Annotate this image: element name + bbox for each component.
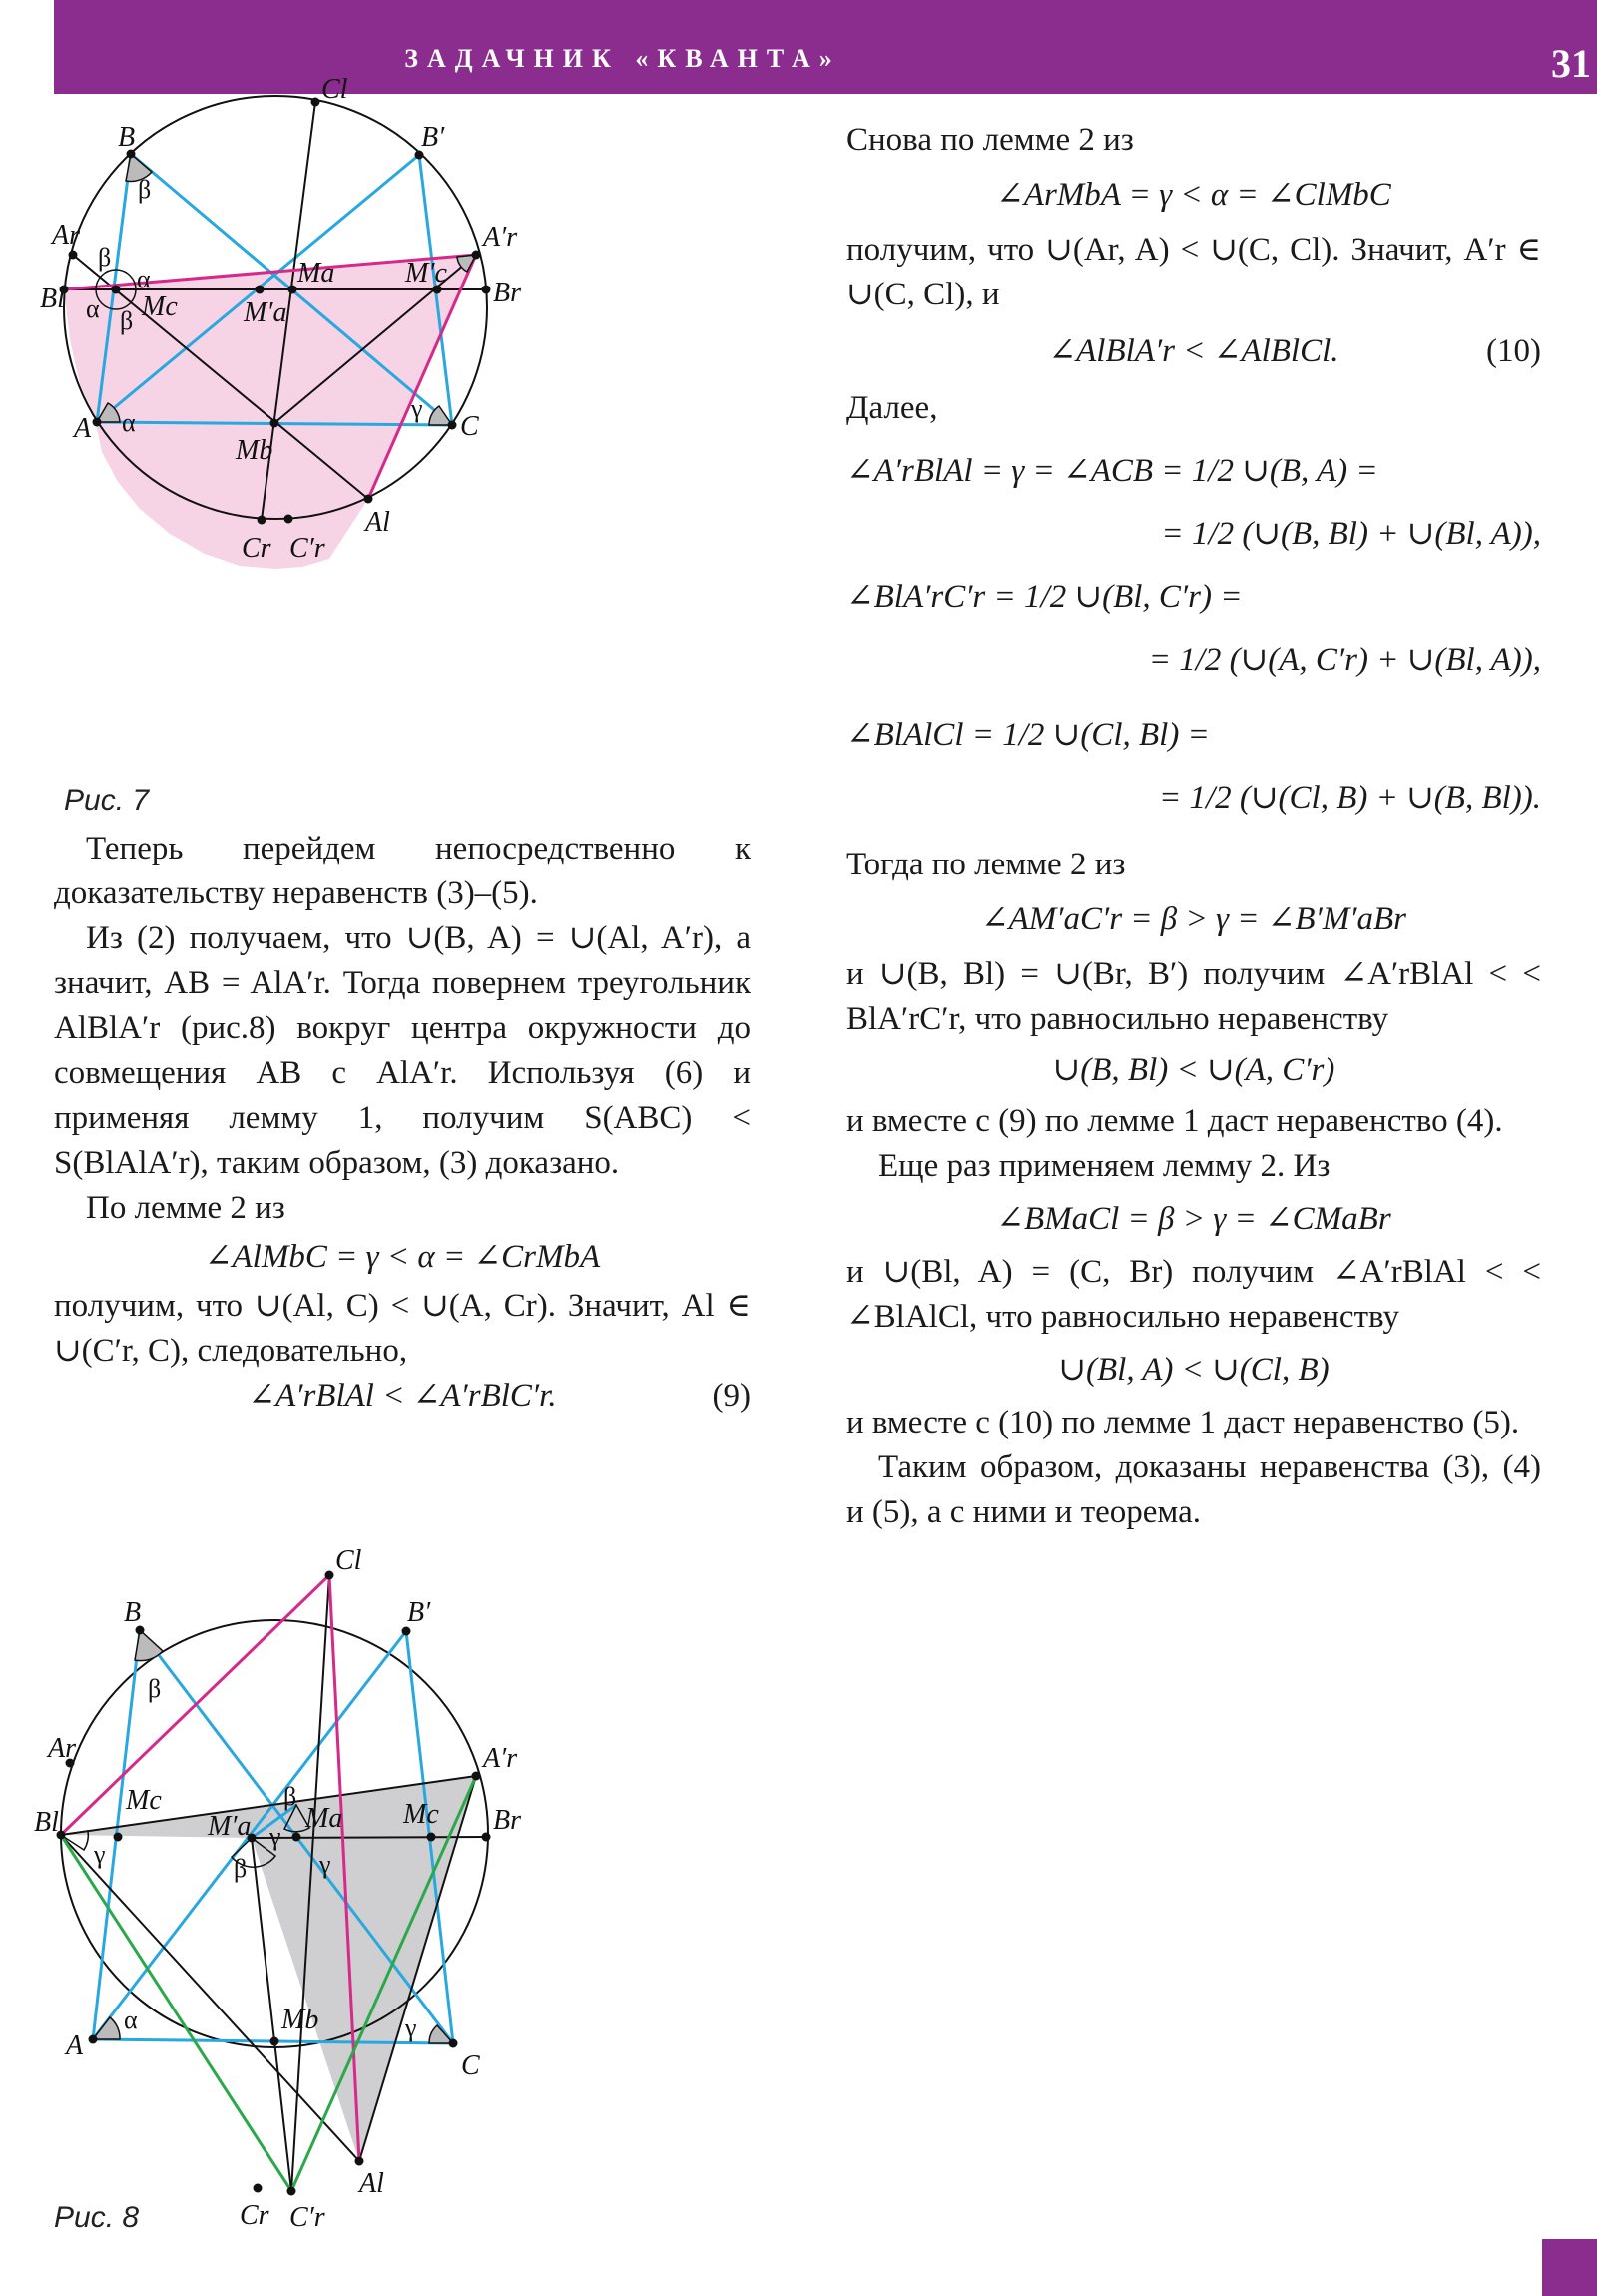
svg-text:α: α [122, 408, 136, 437]
equation: = 1/2 (∪(A, C′r) + ∪(Bl, A)), [1148, 642, 1541, 678]
paragraph: получим, что ∪(Al, C) < ∪(A, Cr). Значит, Al ∈ ∪(C′r, C), следовательно, [54, 1288, 751, 1369]
fig7-label: Mc [142, 291, 178, 322]
paragraph: По лемме 2 из [86, 1190, 285, 1226]
fig7-label: Ar [52, 220, 80, 251]
paragraph: Тогда по лемме 2 из [846, 847, 1126, 882]
equation: ∠BlA′rC′r = 1/2 ∪(Bl, C′r) = [846, 579, 1243, 615]
equation-9: ∠A′rBlAl < ∠A′rBlC′r. (9) [248, 1378, 751, 1414]
fig8-label: M′a [208, 1811, 252, 1842]
svg-text:β: β [234, 1854, 248, 1883]
equation: ∠AM′aC′r = β > γ = ∠B′M′aBr [980, 901, 1407, 937]
equation: ∠BlAlCl = 1/2 ∪(Cl, Bl) = [846, 717, 1210, 753]
fig8-label: B′ [407, 1597, 431, 1628]
fig8-label: B [124, 1597, 142, 1628]
fig8-gray-region [61, 1776, 476, 2161]
journal-section-title: ЗАДАЧНИК «КВАНТА» [404, 44, 841, 73]
equation: ∠A′rBlAl = γ = ∠ACB = 1/2 ∪(B, A) = [846, 453, 1378, 489]
fig7-label: Ma [297, 258, 335, 288]
svg-text:γ: γ [94, 1840, 106, 1869]
fig8-label: Mc [403, 1799, 439, 1830]
fig7-label: A′r [483, 222, 518, 253]
paragraph: и ∪(B, Bl) = ∪(Br, B′) получим ∠A′rBlAl < < BlA′rC′r, что равносильно неравенству [846, 956, 1541, 1037]
page-number: 31 [1551, 41, 1591, 86]
fig8-label: Bl [34, 1807, 59, 1838]
fig7-label: A [74, 413, 92, 444]
fig8-label: A [66, 2030, 84, 2061]
fig7-label: B [118, 122, 136, 153]
page-header [54, 0, 1597, 94]
svg-text:β: β [98, 243, 112, 272]
left-column [54, 827, 751, 1419]
corner-decoration [1542, 2239, 1597, 2296]
fig7-label: C [460, 411, 479, 442]
paragraph: Еще раз применяем лемму 2. Из [878, 1148, 1331, 1184]
fig7-label: Cr [242, 533, 271, 564]
svg-text:β: β [120, 306, 134, 335]
figure-7-caption: Рис. 7 [64, 784, 150, 817]
right-column [846, 118, 1541, 1535]
equation: ∠AlMbC = γ < α = ∠CrMbA [204, 1239, 601, 1275]
svg-text:γ: γ [411, 394, 423, 423]
fig7-label: Cl [321, 74, 348, 105]
fig8-label: Mc [126, 1785, 162, 1816]
figure-8-caption: Рис. 8 [54, 2201, 140, 2234]
fig8-label: Br [493, 1805, 521, 1836]
fig8-label: Mb [281, 2005, 319, 2035]
paragraph: получим, что ∪(Ar, A) < ∪(C, Cl). Значит, A′r ∈ ∪(C, Cl), и [846, 232, 1541, 312]
svg-text:β: β [148, 1674, 162, 1703]
fig7-label: C′r [289, 533, 325, 564]
svg-text:γ: γ [269, 1822, 281, 1851]
svg-text:β: β [283, 1782, 297, 1811]
fig7-label: M′c [405, 258, 447, 288]
paragraph: Из (2) получаем, что ∪(B, A) = ∪(Al, A′r), а значит, AB = AlA′r. Тогда повернем треугольник AlBlA′r (рис.8) вокруг центра окружности до совмещения AB с AlA′r. Используя (6) и применяя лемму 1, получим S(ABC) < S(BlAlA′r), таким образом, (3) доказано. [54, 920, 751, 1181]
equation: ∪(B, Bl) < ∪(A, C′r) [1052, 1052, 1335, 1088]
equation: ∠ArMbA = γ < α = ∠ClMbC [996, 177, 1391, 213]
fig7-label: Br [493, 278, 521, 308]
equation: = 1/2 (∪(Cl, B) + ∪(B, Bl)). [1158, 780, 1541, 816]
svg-text:β: β [138, 175, 152, 204]
svg-text:γ: γ [405, 2013, 417, 2042]
equation: = 1/2 (∪(B, Bl) + ∪(Bl, A)), [1161, 516, 1541, 552]
fig7-label: Al [365, 507, 390, 538]
fig8-label: Al [359, 2168, 384, 2199]
fig8-label: C′r [289, 2202, 325, 2233]
svg-text:γ: γ [319, 1850, 331, 1879]
figure-7 [40, 74, 773, 809]
fig8-label: Cr [240, 2200, 269, 2231]
equation: ∠BMaCl = β > γ = ∠CMaBr [996, 1201, 1391, 1237]
paragraph: Таким образом, доказаны неравенства (3), (4) и (5), а с ними и теорема. [846, 1449, 1541, 1530]
paragraph: Далее, [846, 390, 938, 426]
fig7-label: M′a [244, 297, 287, 328]
fig8-label: C [461, 2050, 480, 2081]
fig7-label: Mb [236, 435, 273, 466]
paragraph: и вместе с (9) по лемме 1 даст неравенство (4). [846, 1103, 1503, 1139]
svg-text:α: α [86, 294, 100, 323]
fig7-label: Bl [40, 284, 65, 314]
figure-8 [34, 1537, 773, 2236]
svg-text:α: α [124, 2006, 138, 2034]
fig8-label: Ma [305, 1803, 343, 1834]
fig8-label: Ar [48, 1733, 76, 1764]
fig8-label: Cl [335, 1545, 362, 1576]
paragraph: Теперь перейдем непосредственно к доказательству неравенств (3)–(5). [54, 831, 751, 911]
equation-10: ∠AlBlA′r < ∠AlBlCl. (10) [1048, 333, 1541, 369]
fig8-label: A′r [483, 1743, 518, 1774]
paragraph: Снова по лемме 2 из [846, 122, 1134, 158]
paragraph: и ∪(Bl, A) = (C, Br) получим ∠A′rBlAl < < ∠BlAlCl, что равносильно неравенству [846, 1254, 1541, 1335]
svg-text:α: α [137, 265, 151, 293]
fig7-label: B′ [421, 122, 445, 153]
equation: ∪(Bl, A) < ∪(Cl, B) [1058, 1352, 1330, 1388]
paragraph: и вместе с (10) по лемме 1 даст неравенство (5). [846, 1405, 1520, 1440]
